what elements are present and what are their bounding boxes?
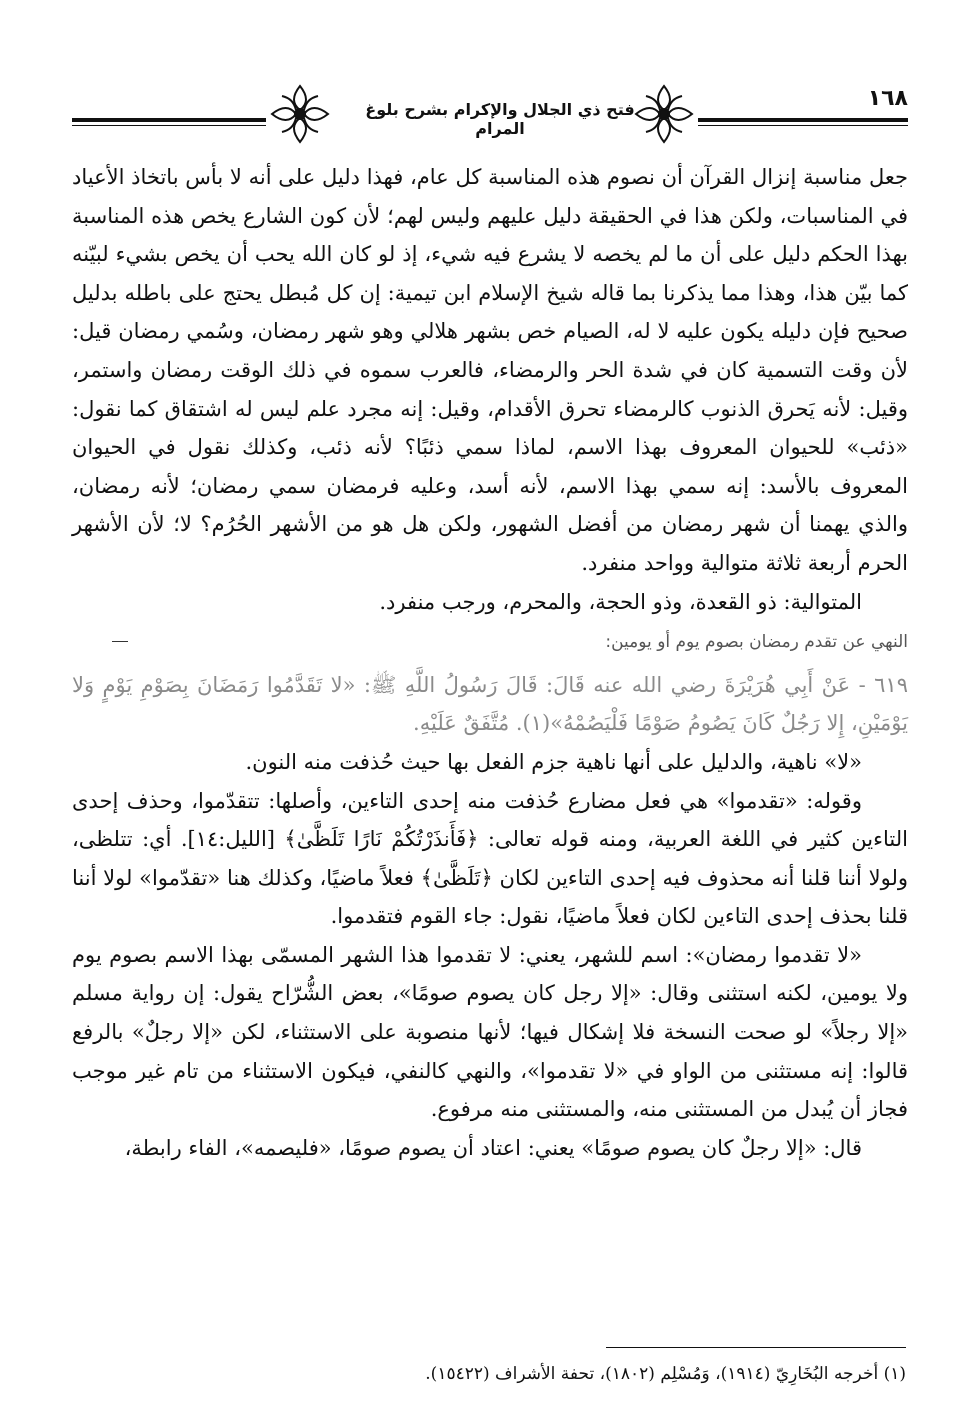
paragraph: «لا تقدموا رمضان»: اسم للشهر، يعني: لا تقدموا هذا الشهر المسمّى بهذا الاسم بصوم يوم ولا يومين، لكنه استثنى وقال: «إلا رجل كان يصوم صومًا»، بعض الشُّرّاح يقول: إن رواية مسلم «إلا رجلاً» لو صحت النسخة فلا إشكال فيها؛ لأنها منصوبة على الاستثناء، لكن «إلا رجلٌ» بالرفع قالوا: إنه مستثنى من الواو في «لا تقدموا»، والنهي كالنفي، فيكون الاستثناء من تام غير موجب فجاز أن يُبدل من المستثنى منه، والمستثنى منه مرفوع. (72, 942, 908, 1122)
header-rule-left-thin (72, 125, 266, 126)
footnote-rule (606, 1347, 906, 1348)
floral-ornament-icon (268, 82, 332, 146)
section-heading-text: النهي عن تقدم رمضان بصوم يوم أو يومين: (605, 632, 908, 653)
running-title: فتح ذي الجلال والإكرام بشرح بلوغ المرام (365, 100, 635, 138)
heading-dash (112, 641, 128, 642)
paragraph: «لا» ناهية، والدليل على أنها ناهية جزم الفعل بها حيث حُذفت منه النون. (245, 749, 862, 774)
paragraph: جعل مناسبة إنزال القرآن أن نصوم هذه المناسبة كل عام، فهذا دليل على أنه لا بأس باتخاذ الأعياد في المناسبات، ولكن هذا في الحقيقة دليل عليهم وليس لهم؛ لأن كون الشارع يخص هذه المناسبة بهذا الحكم دليل على أن ما لم يخصه لا يشرع فيه شيء، إذ لو كان الله يحب أن يخص بشيء لبيّنه كما بيّن هذا، وهذا مما يذكرنا بما قاله شيخ الإسلام ابن تيمية: إن كل مُبطل يحتج على باطله بدليل صحيح فإن دليله يكون عليه لا له، الصيام خص بشهر هلالي وهو شهر رمضان، وسُمي رمضان قيل: لأن وقت التسمية كان في شدة الحر والرمضاء، فالعرب سموه في ذلك الوقت رمضان واستمر، وقيل: لأنه يَحرق الذنوب كالرمضاء تحرق الأقدام، وقيل: إنه مجرد علم ليس له اشتقاق كما نقول: «ذئب» للحيوان المعروف بهذا الاسم، لماذا سمي ذئبًا؟ لأنه ذئب، وكذلك نقول في الحيوان المعروف بالأسد: إنه سمي بهذا الاسم، لأنه أسد، وعليه فرمضان سمي رمضان؛ لأنه رمضان، والذي يهمنا أن شهر رمضان من أفضل الشهور، ولكن هل هو من الأشهر الحُرُم؟ لا؛ لأن الأشهر الحرم أربعة ثلاثة متوالية وواحد منفرد. (72, 165, 908, 575)
main-text (72, 158, 908, 1167)
paragraph: قال: «إلا رجلٌ كان يصوم صومًا» يعني: اعتاد أن يصوم صومًا، «فليصمه»، الفاء رابطة، (124, 1135, 862, 1160)
section-heading (72, 623, 908, 662)
paragraph: وقوله: «تقدموا» هي فعل مضارع حُذفت منه إحدى التاءين، وأصلها: تتقدّموا، وحذف إحدى التاءين كثير في اللغة العربية، ومنه قوله تعالى: ﴿فَأَنذَرْتُكُمْ نَارًا تَلَظَّىٰ﴾ [الليل:١٤]. أي: تتلظى، ولولا أننا قلنا أنه محذوف فيه إحدى التاءين لكان ﴿تَلَظَّىٰ﴾ فعلاً ماضيًا، وكذلك هنا «تقدّموا» لولا أننا قلنا بحذف إحدى التاءين لكان فعلاً ماضيًا، نقول: جاء القوم فتقدموا. (72, 788, 908, 929)
header-rule-right-thin (698, 125, 908, 126)
paragraph: المتوالية: ذو القعدة، وذو الحجة، والمحرم، ورجب منفرد. (379, 589, 862, 614)
header-rule-right (698, 118, 908, 122)
page-header (72, 78, 908, 150)
footnote: (١) أخرجه البُخَارِيّ (١٩١٤)، وَمُسْلِم (١٨٠٢)، تحفة الأشراف (١٥٤٢٢). (425, 1364, 906, 1384)
hadith-text: ٦١٩ - عَنْ أَبِي هُرَيْرَةَ رضي الله عنه قَالَ: قَالَ رَسُولُ اللَّهِ ﷺ: «لا تَقَدَّمُوا رَمَضَانَ بِصَوْمِ يَوْمٍ وَلا يَوْمَيْنِ، إِلا رَجُلٌ كَانَ يَصُومُ صَوْمًا فَلْيَصُمْهُ»(١). مُتَّفَقٌ عَلَيْهِ. (72, 672, 908, 736)
page-number: ١٦٨ (867, 86, 908, 111)
header-rule-left (72, 118, 266, 122)
